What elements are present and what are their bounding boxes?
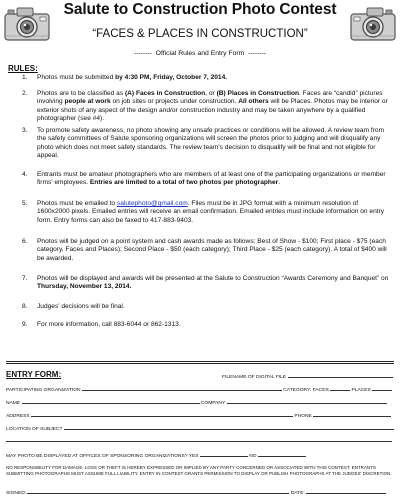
places-checkbox[interactable] (372, 386, 392, 391)
page-subtitle: “FACES & PLACES IN CONSTRUCTION” (92, 28, 308, 40)
rules-heading: RULES: (8, 64, 38, 73)
email-link[interactable]: salutephoto@gmail.com (116, 200, 188, 207)
display-question-row (6, 452, 306, 459)
rule-number: 1. (22, 74, 28, 81)
rule-number: 9. (22, 321, 28, 328)
no-checkbox[interactable] (258, 452, 306, 457)
name-field[interactable] (22, 399, 200, 404)
phone-field[interactable] (313, 412, 391, 417)
rule-text: To promote safety awareness, no photo showing any unsafe practices or conditions will be allowed. A review team from the safety committees of Salute sponsoring organizations will screen the photos prior to judging and will disqualify any photo which does not meet safety standards. The review team’s decision to disqualify will be final and not eligible for appeal. (37, 127, 385, 159)
date-label: DATE: (290, 491, 305, 496)
rule-text: Entrants must be amateur photographers who are members of at least one of the participating organizations or member firms’ employees. Entries are limited to a total of two photos per photographer. (37, 171, 386, 187)
rule-number: 6. (22, 238, 28, 245)
organization-label: PARTICIPATING ORGANIZATION (6, 388, 81, 393)
address-row (6, 412, 391, 419)
rule-number: 7. (22, 275, 28, 282)
organization-field[interactable] (82, 386, 282, 391)
rule-text: Photos must be emailed to salutephoto@gmail.com. Files must be in JPG format with a minimum resolution of 1600x2000 pixels. Emailed entries will receive an email confirmation. Emailed entries must include information on entry form. Entry forms can also be faxed to 417-883-9403. (37, 200, 385, 224)
rule-text: Photos will be displayed and awards will be presented at the Salute to Construction “Awards Ceremony and Banquet” on Thursday, November 13, 2014. (37, 275, 389, 291)
rule-number: 5. (22, 200, 28, 207)
company-label: COMPANY (200, 401, 226, 406)
location-field[interactable] (64, 425, 394, 430)
rule-text: Photos will be judged on a point system and cash awards made as follows: Best of Show - $100; First place - $75 (each category, Faces and Places); Second Place - $50 (each category); Third Place - $25 (each category). A total of $400 will be awarded. (37, 238, 387, 262)
location-row (6, 425, 394, 432)
name-row (6, 399, 387, 406)
location-continued-field[interactable] (6, 437, 392, 442)
camera-icon (2, 2, 54, 46)
filename-row (222, 373, 393, 380)
signed-label: SIGNED: (6, 491, 27, 496)
rule-text: Photos are to be classified as (A) Faces in Construction, or (B) Places in Construction. Faces are “candid” pictures involving people at work on job sites or projects under construction. All others will be Places. Photos may be interior or exterior shots of any aspect of the design and/or construction industry and may be taken anywhere by a qualified photographer (see #4). (37, 90, 388, 122)
blank-row (6, 437, 392, 444)
liability-disclaimer: NO RESPONSIBILITY FOR DAMAGE, LOSS OR THEFT IS HEREBY EXPRESSED OR IMPLIED BY ANY PARTY CONCERNED OR ASSOCIATED WITH THIS CONTEST. ENTRANTS SUBMITTING PHOTOGRAPHS MUST ASSUME FULL LIABILITY. ENTRY IN CONTEST GRANTS PERMISSION TO DISPLAY OR PUBLISH PHOTOGRAPHS AT THE JUDGES' DISCRETION. (6, 465, 392, 476)
company-field[interactable] (227, 399, 387, 404)
no-label: NO (249, 454, 257, 459)
camera-icon (346, 2, 398, 46)
display-question: MAY PHOTO BE DISPLAYED AT OFFICES OF SPONSORING ORGANIZATIONS? (6, 454, 188, 459)
yes-label: YES (188, 454, 199, 459)
rule-text: Photos must be submitted by 4:30 PM, Friday, October 7, 2014. (37, 74, 228, 81)
entry-form-heading: ENTRY FORM: (6, 370, 62, 379)
filename-label: FILENAME OF DIGITAL FILE (222, 375, 287, 380)
divider (6, 361, 394, 362)
signature-field[interactable] (27, 489, 289, 494)
page-title: Salute to Construction Photo Contest (63, 1, 337, 18)
rule-number: 2. (22, 90, 28, 97)
official-rules-caption: -------- Official Rules and Entry Form -------- (133, 50, 267, 57)
location-label: LOCATION OF SUBJECT (6, 427, 63, 432)
signature-row (6, 489, 386, 496)
yes-checkbox[interactable] (200, 452, 248, 457)
address-field[interactable] (31, 412, 293, 417)
rule-text: For more information, call 883-6044 or 862-1313. (37, 321, 181, 328)
category-label: CATEGORY: FACES (283, 388, 329, 393)
places-label: PLACES (351, 388, 371, 393)
rule-text: Judges’ decisions will be final. (37, 303, 125, 310)
rule-number: 3. (22, 127, 28, 134)
divider (6, 363, 394, 364)
filename-field[interactable] (288, 373, 393, 378)
address-label: ADDRESS (6, 414, 30, 419)
rule-number: 4. (22, 171, 28, 178)
date-field[interactable] (306, 489, 386, 494)
rule-number: 8. (22, 303, 28, 310)
name-label: NAME (6, 401, 21, 406)
organization-row (6, 386, 392, 393)
phone-label: PHONE (294, 414, 312, 419)
faces-checkbox[interactable] (330, 386, 350, 391)
